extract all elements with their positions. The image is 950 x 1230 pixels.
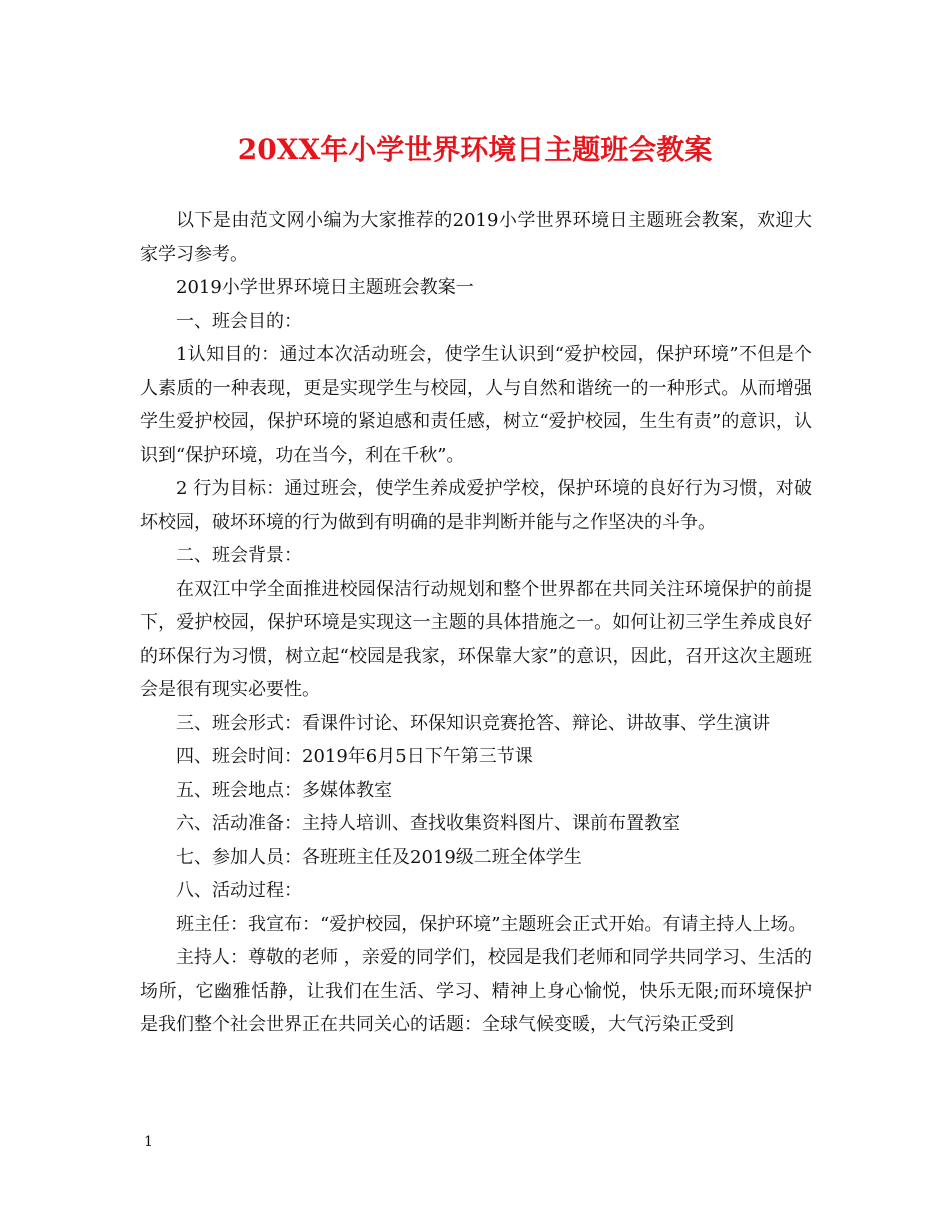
paragraph-teacher-announcement: 班主任：我宣布：“爱护校园，保护环境”主题班会正式开始。有请主持人上场。 — [176, 913, 807, 935]
document-body — [140, 204, 812, 1042]
paragraph-location: 五、班会地点：多媒体教室 — [176, 779, 392, 801]
paragraph-host-speech: 主持人：尊敬的老师 ，亲爱的同学们，校园是我们老师和同学共同学习、生活的场所，它幽雅恬静，让我们在生活、学习、精神上身心愉悦，快乐无限;而环境保护是我们整个社会世界正在共同关心的话题：全球气候变暖，大气污染正受到 — [140, 947, 812, 1035]
paragraph-behavior-goal: 2 行为目标：通过班会，使学生养成爱护学校，保护环境的良好行为习惯，对破坏校园，破坏环境的行为做到有明确的是非判断并能与之作坚决的斗争。 — [140, 478, 812, 533]
paragraph-background: 在双江中学全面推进校园保洁行动规划和整个世界都在共同关注环境保护的前提下，爱护校园，保护环境是实现这一主题的具体措施之一。如何让初三学生养成良好的环保行为习惯，树立起“校园是我家，环保靠大家”的意识，因此，召开这次主题班会是很有现实必要性。 — [140, 578, 812, 700]
section-heading-background: 二、班会背景： — [176, 545, 302, 566]
paragraph-participants: 七、参加人员：各班班主任及2019级二班全体学生 — [176, 846, 582, 868]
section-heading-purpose: 一、班会目的： — [176, 310, 302, 332]
paragraph-preparation: 六、活动准备：主持人培训、查找收集资料图片、课前布置教室 — [176, 813, 680, 834]
page-number: 1 — [144, 1134, 153, 1150]
paragraph-format: 三、班会形式：看课件讨论、环保知识竞赛抢答、辩论、讲故事、学生演讲 — [176, 712, 770, 734]
paragraph-cognitive-goal: 1认知目的：通过本次活动班会，使学生认识到“爱护校园，保护环境”不但是个人素质的一种表现，更是实现学生与校园，人与自然和谐统一的一种形式。从而增强学生爱护校园，保护环境的紧迫感和责任感，树立“爱护校园，生生有责”的意识，认识到“保护环境，功在当今，利在千秋”。 — [140, 344, 812, 466]
paragraph-time: 四、班会时间：2019年6月5日下午第三节课 — [176, 746, 533, 767]
paragraph-plan-heading: 2019小学世界环境日主题班会教案一 — [176, 277, 474, 298]
paragraph-intro: 以下是由范文网小编为大家推荐的2019小学世界环境日主题班会教案，欢迎大家学习参考。 — [140, 210, 812, 265]
document-title: 20XX年小学世界环境日主题班会教案 — [237, 133, 713, 166]
section-heading-process: 八、活动过程： — [176, 880, 302, 901]
